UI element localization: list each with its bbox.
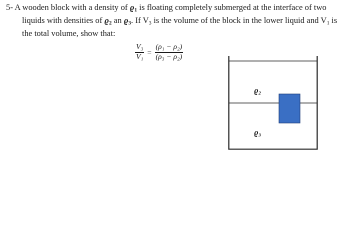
- problem-text: is the volume of the block in the lower liquid and V: [153, 15, 327, 25]
- problem-text: the total volume, show that:: [22, 28, 116, 38]
- problem-line-2: [6, 16, 344, 29]
- density-ratio: [155, 43, 184, 61]
- upper-liquid-label: ϱ₂: [254, 86, 262, 95]
- volume-subscript: 3: [148, 20, 152, 27]
- equals-sign: =: [147, 47, 152, 57]
- rho-symbol: $ϱ_1$: [129, 3, 138, 14]
- problem-statement: [6, 3, 344, 39]
- wooden-block: [279, 94, 300, 123]
- ratio-denominator: V₁: [136, 51, 144, 61]
- problem-line-3: [6, 29, 344, 39]
- problem-line-1: [6, 3, 344, 16]
- volume-ratio: [135, 43, 144, 61]
- container-diagram: [228, 54, 318, 150]
- rho-symbol: $ϱ_2$: [104, 15, 112, 27]
- rho-symbol: $ϱ_3$: [123, 15, 132, 27]
- problem-text: is floating completely submerged at the interface of two: [139, 3, 327, 12]
- problem-number: 5-: [6, 3, 13, 12]
- lower-liquid-label: ϱ₃: [254, 128, 262, 137]
- density-numerator: (ρ₁ − ρ₂): [155, 42, 183, 51]
- problem-text: is: [331, 15, 338, 25]
- density-denominator: (ρ₃ − ρ₂): [155, 51, 183, 61]
- problem-text: . If V: [131, 15, 149, 25]
- problem-text: liquids with densities of: [22, 15, 103, 25]
- problem-text: A wooden block with a density of: [14, 3, 128, 12]
- ratio-numerator: V₃: [136, 42, 144, 51]
- container-drawing: [228, 54, 318, 150]
- volume-subscript: 1: [326, 20, 330, 27]
- problem-text: an: [113, 15, 122, 25]
- equation: [135, 43, 183, 61]
